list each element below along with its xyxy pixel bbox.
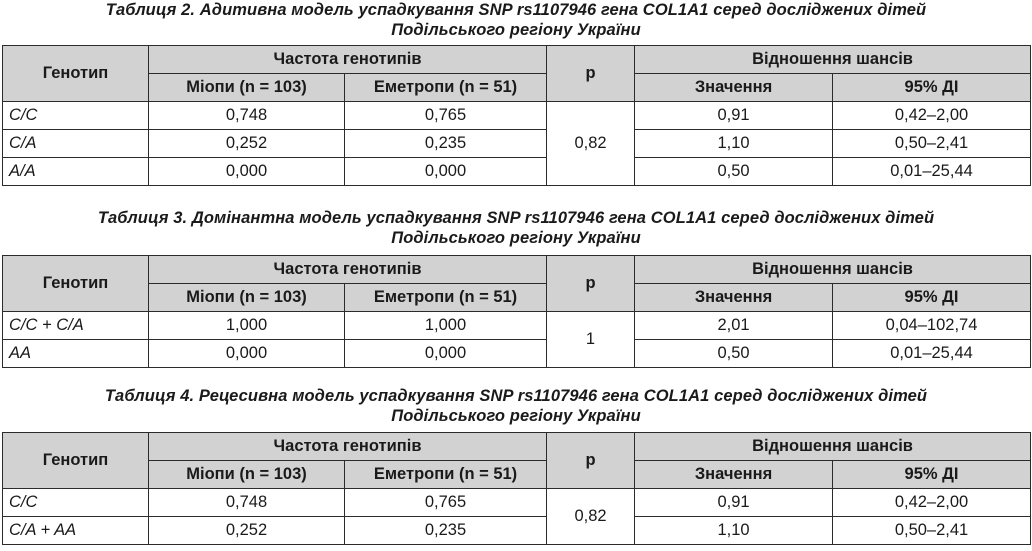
table-row xyxy=(3,158,1031,186)
emmetropia-cell: 0,765 xyxy=(345,102,547,130)
table-row xyxy=(3,102,1031,130)
table-row xyxy=(3,489,1031,517)
p-value-cell: 1 xyxy=(547,312,635,368)
or-value-header: Значення xyxy=(635,461,833,489)
or-value-cell: 2,01 xyxy=(635,312,833,340)
emmetropia-cell: 0,000 xyxy=(345,340,547,368)
myopia-cell: 0,748 xyxy=(149,489,345,517)
emmetropia-cell: 0,235 xyxy=(345,517,547,545)
table-2-header-row-1 xyxy=(3,46,1031,74)
p-header: p xyxy=(547,256,635,312)
table-4-header-row-1 xyxy=(3,433,1031,461)
ci-cell: 0,01–25,44 xyxy=(833,158,1031,186)
emmetropia-cell: 0,765 xyxy=(345,489,547,517)
genotype-header: Генотип xyxy=(3,256,149,312)
ci-cell: 0,50–2,41 xyxy=(833,130,1031,158)
myopia-header: Міопи (n = 103) xyxy=(149,461,345,489)
ci-cell: 0,42–2,00 xyxy=(833,489,1031,517)
myopia-cell: 0,000 xyxy=(149,340,345,368)
table-row xyxy=(3,517,1031,545)
ci-header: 95% ДІ xyxy=(833,461,1031,489)
genotype-cell: A/A xyxy=(3,158,149,186)
emmetropia-header: Еметропи (n = 51) xyxy=(345,461,547,489)
myopia-cell: 1,000 xyxy=(149,312,345,340)
table-row xyxy=(3,130,1031,158)
ci-header: 95% ДІ xyxy=(833,74,1031,102)
odds-ratio-group-header: Відношення шансів xyxy=(635,433,1031,461)
table-4-header-row-2 xyxy=(3,461,1031,489)
ci-header: 95% ДІ xyxy=(833,284,1031,312)
ci-cell: 0,04–102,74 xyxy=(833,312,1031,340)
table-2-caption xyxy=(0,0,1032,40)
myopia-cell: 0,000 xyxy=(149,158,345,186)
genotype-cell: C/A + AA xyxy=(3,517,149,545)
p-value-cell: 0,82 xyxy=(547,102,635,186)
table-4-caption xyxy=(0,386,1032,426)
emmetropia-cell: 1,000 xyxy=(345,312,547,340)
or-value-header: Значення xyxy=(635,74,833,102)
genotype-header: Генотип xyxy=(3,46,149,102)
or-value-cell: 0,50 xyxy=(635,158,833,186)
genotype-header: Генотип xyxy=(3,433,149,489)
myopia-header: Міопи (n = 103) xyxy=(149,284,345,312)
emmetropia-cell: 0,000 xyxy=(345,158,547,186)
table-3-caption-line1: Таблиця 3. Домінантна модель успадкування SNP rs1107946 гена COL1A1 серед досліджених дітей xyxy=(97,209,935,227)
or-value-cell: 0,50 xyxy=(635,340,833,368)
genotype-cell: C/A xyxy=(3,130,149,158)
odds-ratio-group-header: Відношення шансів xyxy=(635,256,1031,284)
genotype-cell: AA xyxy=(3,340,149,368)
table-2-caption-line1: Таблиця 2. Адитивна модель успадкування SNP rs1107946 гена COL1A1 серед досліджених дітей xyxy=(105,1,927,19)
table-4-caption-line2: Подільського регіону України xyxy=(391,407,641,425)
frequency-group-header: Частота генотипів xyxy=(149,433,547,461)
or-value-cell: 0,91 xyxy=(635,102,833,130)
or-value-cell: 1,10 xyxy=(635,130,833,158)
emmetropia-header: Еметропи (n = 51) xyxy=(345,74,547,102)
table-2-caption-line2: Подільського регіону України xyxy=(391,21,641,39)
table-3-caption-line2: Подільського регіону України xyxy=(391,229,641,247)
myopia-header: Міопи (n = 103) xyxy=(149,74,345,102)
or-value-cell: 0,91 xyxy=(635,489,833,517)
myopia-cell: 0,252 xyxy=(149,130,345,158)
table-2-header-row-2 xyxy=(3,74,1031,102)
table-3-caption xyxy=(0,208,1032,248)
genotype-cell: C/C xyxy=(3,102,149,130)
table-3-header-row-1 xyxy=(3,256,1031,284)
table-3-header-row-2 xyxy=(3,284,1031,312)
emmetropia-cell: 0,235 xyxy=(345,130,547,158)
table-row xyxy=(3,340,1031,368)
myopia-cell: 0,252 xyxy=(149,517,345,545)
p-value-cell: 0,82 xyxy=(547,489,635,545)
genotype-cell: C/C + C/A xyxy=(3,312,149,340)
genotype-cell: C/C xyxy=(3,489,149,517)
emmetropia-header: Еметропи (n = 51) xyxy=(345,284,547,312)
odds-ratio-group-header: Відношення шансів xyxy=(635,46,1031,74)
p-header: p xyxy=(547,433,635,489)
table-2 xyxy=(2,45,1031,186)
ci-cell: 0,42–2,00 xyxy=(833,102,1031,130)
or-value-header: Значення xyxy=(635,284,833,312)
frequency-group-header: Частота генотипів xyxy=(149,256,547,284)
ci-cell: 0,01–25,44 xyxy=(833,340,1031,368)
table-row xyxy=(3,312,1031,340)
or-value-cell: 1,10 xyxy=(635,517,833,545)
table-4 xyxy=(2,432,1031,545)
table-3 xyxy=(2,255,1031,368)
ci-cell: 0,50–2,41 xyxy=(833,517,1031,545)
frequency-group-header: Частота генотипів xyxy=(149,46,547,74)
myopia-cell: 0,748 xyxy=(149,102,345,130)
table-4-caption-line1: Таблиця 4. Рецесивна модель успадкування SNP rs1107946 гена COL1A1 серед досліджених дітей xyxy=(104,387,928,405)
p-header: p xyxy=(547,46,635,102)
